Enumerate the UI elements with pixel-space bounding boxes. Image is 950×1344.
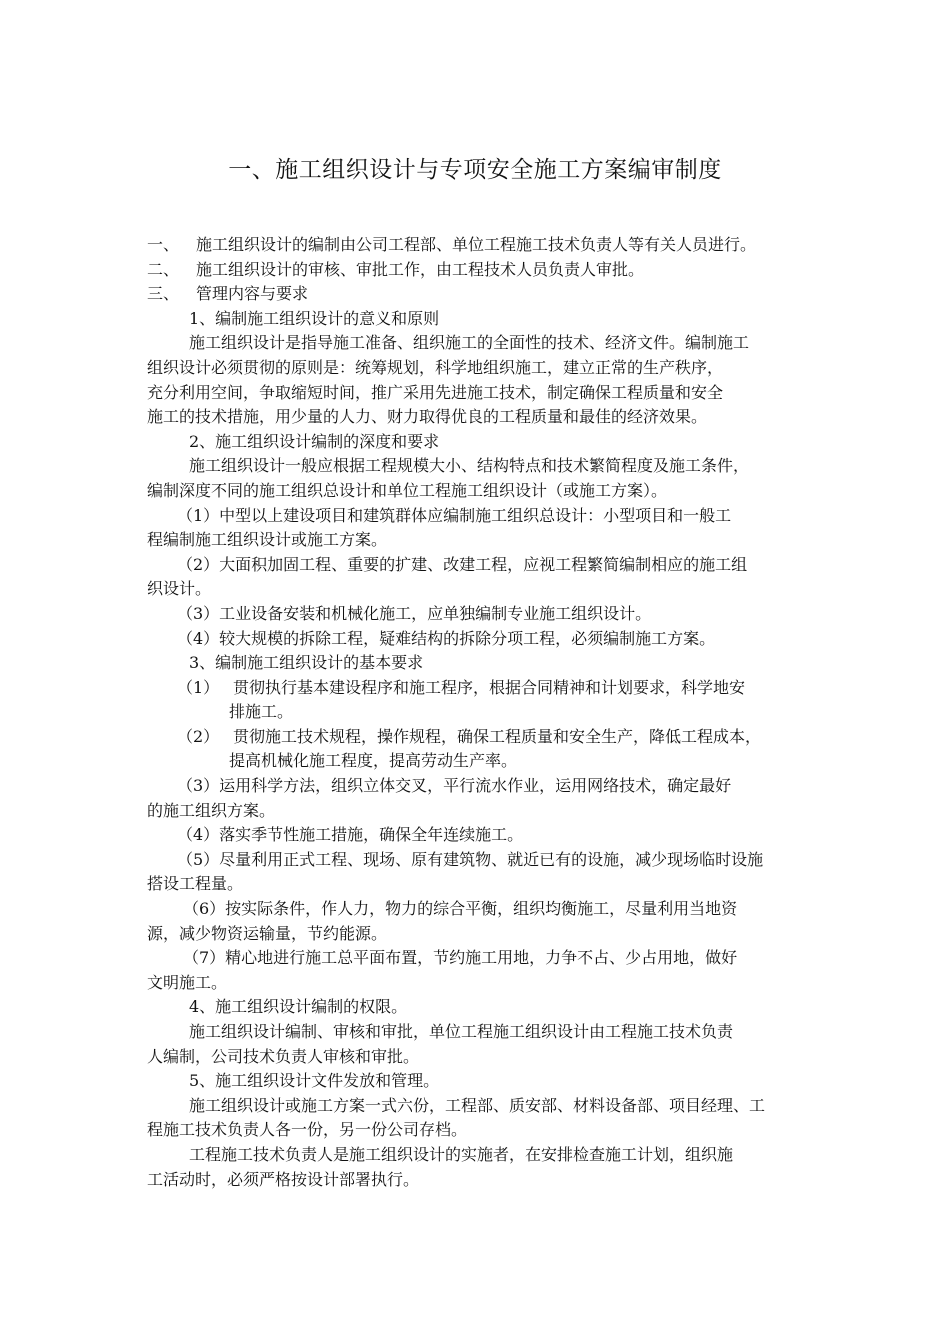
list-item-line: （1）中型以上建设项目和建筑群体应编制施工组织总设计：小型项目和一般工 [177, 505, 732, 525]
list-text: 贯彻执行基本建设程序和施工程序，根据合同精神和计划要求，科学地安 [233, 677, 746, 697]
list-item-line: 提高机械化施工程度，提高劳动生产率。 [229, 751, 518, 771]
document-title: 一、施工组织设计与专项安全施工方案编审制度 [228, 157, 722, 183]
list-item-line: （5）尽量利用正式工程、现场、原有建筑物、就近已有的设施，减少现场临时设施 [177, 849, 764, 869]
section-text: 施工组织设计的编制由公司工程部、单位工程施工技术负责人等有关人员进行。 [196, 235, 757, 254]
paragraph-line: 施工组织设计一般应根据工程规模大小、结构特点和技术繁简程度及施工条件， [189, 456, 750, 476]
list-item-line: 织设计。 [147, 579, 212, 599]
paragraph-line: 施工的技术措施，用少量的人力、财力取得优良的工程质量和最佳的经济效果。 [147, 407, 708, 427]
section-text: 施工组织设计的审核、审批工作，由工程技术人员负责人审批。 [196, 259, 645, 279]
paragraph-line: 工程施工技术负责人是施工组织设计的实施者，在安排检查施工计划，组织施 [189, 1144, 734, 1164]
subheading: 4、施工组织设计编制的权限。 [189, 997, 408, 1017]
paragraph-line: 人编制，公司技术负责人审核和审批。 [147, 1046, 420, 1066]
section-line [147, 282, 859, 307]
section-number: 二、 [147, 259, 180, 279]
document-body [147, 233, 859, 1192]
list-item-line: 的施工组织方案。 [147, 800, 276, 820]
list-item-line: 排施工。 [229, 702, 294, 722]
paragraph-line: 施工组织设计或施工方案一式六份，工程部、质安部、材料设备部、项目经理、工 [189, 1095, 766, 1115]
paragraph-line: 充分利用空间，争取缩短时间，推广采用先进施工技术，制定确保工程质量和安全 [147, 382, 724, 402]
subheading: 5、施工组织设计文件发放和管理。 [189, 1071, 440, 1091]
section-line [147, 258, 859, 283]
paragraph-line: 编制深度不同的施工组织总设计和单位工程施工组织设计（或施工方案）。 [147, 480, 668, 500]
list-text: 贯彻施工技术规程，操作规程，确保工程质量和安全生产，降低工程成本， [233, 726, 762, 746]
paragraph-line: 程施工技术负责人各一份，另一份公司存档。 [147, 1120, 468, 1140]
section-text: 管理内容与要求 [196, 284, 309, 304]
list-number: （2） [177, 726, 220, 746]
list-item-line: （4）落实季节性施工措施，确保全年连续施工。 [177, 825, 524, 845]
paragraph-line: 施工组织设计编制、审核和审批，单位工程施工组织设计由工程施工技术负责 [189, 1022, 734, 1041]
list-item-line: 程编制施工组织设计或施工方案。 [147, 530, 388, 550]
list-number: （1） [177, 677, 220, 697]
section-number: 一、 [147, 235, 180, 254]
list-item-line: （2）大面积加固工程、重要的扩建、改建工程，应视工程繁简编制相应的施工组 [177, 554, 748, 574]
list-item-line: （7）精心地进行施工总平面布置，节约施工用地，力争不占、少占用地，做好 [183, 948, 738, 968]
section-line [147, 233, 859, 258]
paragraph-line: 施工组织设计是指导施工准备、组织施工的全面性的技术、经济文件。编制施工 [189, 333, 750, 353]
subheading: 3、编制施工组织设计的基本要求 [189, 653, 424, 673]
list-item-line: （3）工业设备安装和机械化施工，应单独编制专业施工组织设计。 [177, 603, 652, 623]
list-item-line: （3）运用科学方法，组织立体交叉，平行流水作业，运用网络技术，确定最好 [177, 776, 732, 796]
list-item-line [147, 676, 859, 701]
list-item-line: （4）较大规模的拆除工程，疑难结构的拆除分项工程，必须编制施工方案。 [177, 628, 716, 648]
list-item-line: 搭设工程量。 [147, 874, 244, 894]
subheading: 2、施工组织设计编制的深度和要求 [189, 431, 440, 451]
list-item-line [147, 725, 859, 750]
section-number: 三、 [147, 284, 180, 304]
list-item-line: （6）按实际条件，作人力，物力的综合平衡，组织均衡施工，尽量利用当地资 [183, 899, 738, 919]
subheading: 1、编制施工组织设计的意义和原则 [189, 308, 440, 328]
paragraph-line: 工活动时，必须严格按设计部署执行。 [147, 1169, 420, 1189]
list-item-line: 源，减少物资运输量，节约能源。 [147, 923, 388, 943]
list-item-line: 文明施工。 [147, 972, 228, 992]
paragraph-line: 组织设计必须贯彻的原则是：统筹规划，科学地组织施工，建立正常的生产秩序， [147, 357, 724, 377]
